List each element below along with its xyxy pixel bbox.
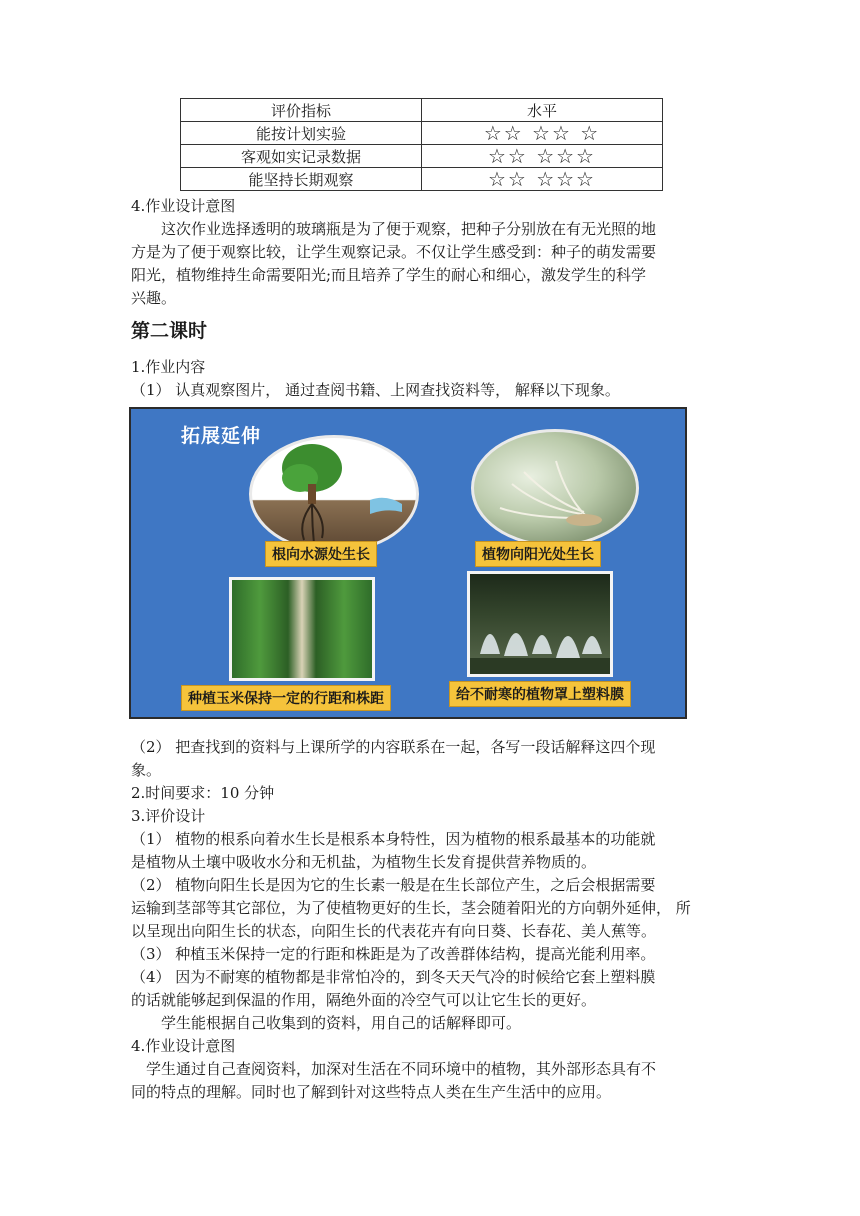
eval-line: 是植物从土壤中吸收水分和无机盐，为植物生长发育提供营养物质的。	[131, 853, 597, 871]
table-header-indicator: 评价指标	[181, 99, 422, 122]
table-row	[181, 145, 663, 168]
intent-heading: 4.作业设计意图	[131, 1037, 236, 1055]
caption-plastic-film: 给不耐寒的植物罩上塑料膜	[449, 681, 631, 707]
indicator-cell: 能按计划实验	[181, 122, 422, 145]
time-requirement: 2.时间要求：10 分钟	[131, 784, 275, 802]
indicator-cell: 能坚持长期观察	[181, 168, 422, 191]
eval-line: （4） 因为不耐寒的植物都是非常怕冷的，到冬天天气冷的时候给它套上塑料膜	[131, 968, 656, 986]
rating-table	[180, 98, 663, 191]
table-row	[181, 122, 663, 145]
eval-line: （1） 植物的根系向着水生长是根系本身特性，因为植物的根系最基本的功能就	[131, 830, 656, 848]
table-header-level: 水平	[422, 99, 663, 122]
table-header-row	[181, 99, 663, 122]
paragraph-line: 兴趣。	[131, 289, 177, 307]
eval-line: 的话就能够起到保温的作用，隔绝外面的冷空气可以让它生长的更好。	[131, 991, 597, 1009]
caption-root-water: 根向水源处生长	[265, 541, 377, 567]
eval-line: 运输到茎部等其它部位，为了使植物更好的生长，茎会随着阳光的方向朝外延伸， 所	[131, 899, 691, 917]
intent-line: 学生通过自己查阅资料，加深对生活在不同环境中的植物，其外部形态具有不	[146, 1060, 657, 1078]
star-rating: ☆☆ ☆☆☆	[422, 168, 663, 191]
corn-field-photo	[229, 577, 375, 681]
star-rating: ☆☆ ☆☆ ☆	[422, 122, 663, 145]
paragraph-line: 阳光，植物维持生命需要阳光;而且培养了学生的耐心和细心，激发学生的科学	[131, 266, 647, 284]
eval-line: （2） 植物向阳生长是因为它的生长素一般是在生长部位产生，之后会根据需要	[131, 876, 656, 894]
sprout-icon	[474, 432, 636, 544]
table-row	[181, 168, 663, 191]
eval-line: 学生能根据自己收集到的资料，用自己的话解释即可。	[161, 1014, 522, 1032]
tree-icon	[252, 438, 416, 550]
lesson-title: 第二课时	[131, 320, 208, 342]
eval-heading: 3.评价设计	[131, 807, 206, 825]
figure-title: 拓展延伸	[181, 425, 262, 447]
section-heading: 4.作业设计意图	[131, 197, 236, 215]
tree-root-photo	[249, 435, 419, 553]
indicator-cell: 客观如实记录数据	[181, 145, 422, 168]
star-rating: ☆☆ ☆☆☆	[422, 145, 663, 168]
caption-corn-spacing: 种植玉米保持一定的行距和株距	[181, 685, 391, 711]
eval-line: 以呈现出向阳生长的状态，向阳生长的代表花卉有向日葵、长春花、美人蕉等。	[131, 922, 657, 940]
item-2-line: 象。	[131, 761, 162, 779]
plastic-cover-photo	[467, 571, 613, 677]
plant-light-photo	[471, 429, 639, 547]
caption-plant-light: 植物向阳光处生长	[475, 541, 601, 567]
paragraph-line: 方是为了便于观察比较，让学生观察记录。不仅让学生感受到：种子的萌发需要	[131, 243, 657, 261]
plastic-cover-icon	[470, 574, 610, 674]
paragraph-line: 这次作业选择透明的玻璃瓶是为了便于观察，把种子分别放在有无光照的地	[161, 220, 657, 238]
extension-figure	[129, 407, 687, 719]
item-1: （1） 认真观察图片， 通过查阅书籍、上网查找资料等， 解释以下现象。	[131, 381, 620, 399]
item-2-line: （2） 把查找到的资料与上课所学的内容联系在一起，各写一段话解释这四个现	[131, 738, 656, 756]
content-heading: 1.作业内容	[131, 358, 206, 376]
eval-line: （3） 种植玉米保持一定的行距和株距是为了改善群体结构，提高光能利用率。	[131, 945, 656, 963]
intent-line: 同的特点的理解。同时也了解到针对这些特点人类在生产生活中的应用。	[131, 1083, 612, 1101]
